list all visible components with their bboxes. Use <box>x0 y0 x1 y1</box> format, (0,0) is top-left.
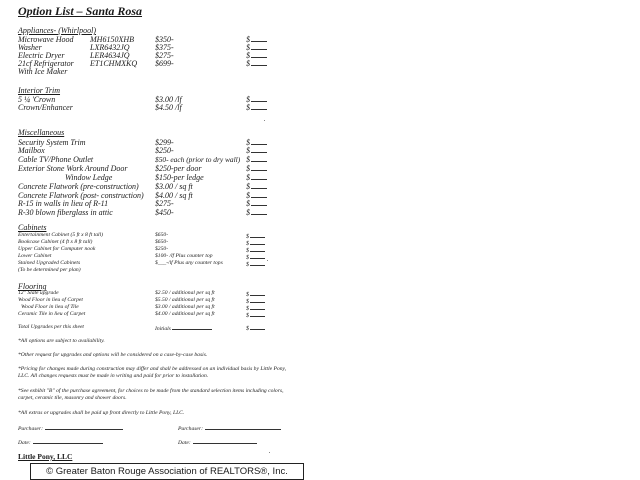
cabinet-price: $650- <box>155 232 169 238</box>
misc-price: $150-per ledge <box>155 173 204 182</box>
price-blank: $ <box>246 138 270 147</box>
price-blank: $ <box>246 59 270 68</box>
price-blank: $ <box>246 208 270 217</box>
flooring-price: $4.00 / additional per sq ft <box>155 311 215 317</box>
appliance-model: ET1CHMXKQ <box>90 59 138 68</box>
cabinet-item: Entertainment Cabinet (5 ft x 8 ft tall) <box>18 232 103 238</box>
flooring-item: 12" Slate upgrade <box>18 290 59 296</box>
misc-price: $250- <box>155 146 174 155</box>
price-blank: $ <box>246 35 270 44</box>
misc-row <box>18 146 278 155</box>
price-blank: $ <box>246 246 270 253</box>
note-availability: *All options are subject to availability. <box>18 338 105 344</box>
misc-item: Concrete Flatwork (post- construction) <box>18 191 144 200</box>
misc-row <box>18 164 278 173</box>
misc-item: Concrete Flatwork (pre-construction) <box>18 182 139 191</box>
misc-price: $299- <box>155 138 174 147</box>
appliance-item: Electric Dryer <box>18 51 65 60</box>
flooring-row <box>18 311 278 318</box>
flooring-item: Wood Floor in lieu of Carpet <box>18 297 83 303</box>
price-blank: $ <box>246 51 270 60</box>
appliance-item: With Ice Maker <box>18 67 68 76</box>
flooring-row <box>18 297 278 304</box>
appliance-row <box>18 67 278 76</box>
cabinet-item: Lower Cabinet <box>18 253 52 259</box>
miscellaneous-heading: Miscellaneous <box>18 128 65 137</box>
misc-item: Cable TV/Phone Outlet <box>18 155 94 164</box>
note-other-requests: *Other request for upgrades and options will be considered on a case-by-case basis. <box>18 352 208 358</box>
appliance-model: MH6150XHB <box>90 35 134 44</box>
scan-speck <box>269 452 270 453</box>
date-line-1: Date: <box>18 438 103 446</box>
date-line-2: Date: <box>178 438 257 446</box>
appliance-item: 21cf Refrigerator <box>18 59 74 68</box>
misc-price: $4.00 / sq ft <box>155 191 193 200</box>
misc-item: R-15 in walls in lieu of R-11 <box>18 199 109 208</box>
scan-speck <box>267 260 268 261</box>
misc-price: $50- each (prior to dry wall) <box>155 155 241 164</box>
appliance-model: LER4634JQ <box>90 51 130 60</box>
price-blank: $ <box>246 173 270 182</box>
misc-price: $275- <box>155 199 174 208</box>
price-blank: $ <box>246 191 270 200</box>
price-blank: $ <box>246 260 270 267</box>
cabinet-row <box>18 232 278 239</box>
scan-speck <box>264 120 265 121</box>
flooring-price: $3.00 / additional per sq ft <box>155 304 215 310</box>
purchaser-signature-line-2: Purchaser: <box>178 424 281 432</box>
price-blank: $ <box>246 182 270 191</box>
cabinet-item: Upper Cabinet for Computer nook <box>18 246 96 252</box>
price-blank: $ <box>246 239 270 246</box>
copyright-notice: © Greater Baton Rouge Association of REALTORS®, Inc. <box>30 463 304 480</box>
misc-price: $250-per door <box>155 164 202 173</box>
price-blank: $ <box>246 103 270 112</box>
price-blank: $ <box>246 146 270 155</box>
misc-item: Security System Trim <box>18 138 86 147</box>
misc-item: R-30 blown fiberglass in attic <box>18 208 113 217</box>
appliance-price: $375- <box>155 43 174 52</box>
cabinet-price: $___-/lf Plus any counter tops <box>155 260 223 266</box>
total-label: Total Upgrades per this sheet <box>18 324 84 330</box>
price-blank: $ <box>246 297 270 304</box>
cabinet-price: $650- <box>155 239 169 245</box>
flooring-item: Ceramic Tile in lieu of Carpet <box>18 311 86 317</box>
trim-row <box>18 103 278 112</box>
note-paid-up-front: *All extras or upgrades shall be paid up front directly to Little Pony, LLC. <box>18 410 185 416</box>
flooring-price: $2.50 / additional per sq ft <box>155 290 215 296</box>
price-blank: $ <box>246 43 270 52</box>
price-blank: $ <box>246 95 270 104</box>
appliance-price: $275- <box>155 51 174 60</box>
price-blank: $ <box>246 253 270 260</box>
cabinets-heading: Cabinets <box>18 223 47 232</box>
appliance-item: Microwave Hood <box>18 35 74 44</box>
price-blank: $ <box>246 311 270 318</box>
price-blank: $ <box>246 199 270 208</box>
appliance-item: Washer <box>18 43 42 52</box>
document-title: Option List – Santa Rosa <box>18 4 143 18</box>
flooring-row <box>18 290 278 297</box>
total-row <box>18 324 278 331</box>
cabinet-row <box>18 239 278 246</box>
misc-row <box>18 155 278 164</box>
misc-row <box>18 199 278 208</box>
price-blank: $ <box>246 155 270 164</box>
misc-price: $450- <box>155 208 174 217</box>
cabinet-item: (To be determined per plan) <box>18 267 81 273</box>
price-blank: $ <box>246 232 270 239</box>
flooring-price: $5.50 / additional per sq ft <box>155 297 215 303</box>
misc-item: Exterior Stone Work Around Door <box>18 164 128 173</box>
flooring-heading: Flooring <box>18 282 47 291</box>
interior-trim-heading: Interior Trim <box>18 86 61 95</box>
price-blank: $ <box>246 290 270 297</box>
appliance-price: $350- <box>155 35 174 44</box>
misc-item: Mailbox <box>18 146 45 155</box>
misc-row <box>18 208 278 217</box>
trim-item: Crown/Enhancer <box>18 103 73 112</box>
cabinet-row <box>18 260 278 267</box>
cabinet-price: $100- /lf Plus counter top <box>155 253 213 259</box>
appliance-model: LXR6432JQ <box>90 43 130 52</box>
note-pricing-changes: *Pricing for changes made during construction may differ and shall be addressed on an individual basis by Little Pony, LLC. All changes requests must be made in writing and paid for prior to installation. <box>18 366 287 379</box>
trim-price: $3.00 /lf <box>155 95 182 104</box>
cabinet-item: Bookcase Cabinet (4 ft x 8 ft tall) <box>18 239 93 245</box>
trim-item: 5 ¼ 'Crown <box>18 95 56 104</box>
cabinet-row <box>18 267 278 274</box>
price-blank: $ <box>246 164 270 173</box>
cabinet-item: Stained Upgraded Cabinets <box>18 260 81 266</box>
cabinet-row <box>18 253 278 260</box>
cabinet-price: $250- <box>155 246 169 252</box>
company-name: Little Pony, LLC <box>18 452 73 461</box>
purchaser-signature-line-1: Purchaser: <box>18 424 123 432</box>
misc-price: $3.00 / sq ft <box>155 182 193 191</box>
appliance-price: $699- <box>155 59 174 68</box>
appliances-heading: Appliances- (Whirlpool) <box>18 26 96 35</box>
price-blank: $ <box>246 304 270 311</box>
flooring-row <box>18 304 278 311</box>
total-blank: $ <box>246 324 270 331</box>
cabinet-row <box>18 246 278 253</box>
note-exhibit-b: *See exhibit "B" of the purchase agreement, for choices to be made from the standard selection items including colors, carpet, ceramic tile, masonry and shower doors. <box>18 388 284 401</box>
misc-row <box>18 182 278 191</box>
initials-label: Initials <box>155 324 212 333</box>
misc-row <box>18 173 278 182</box>
flooring-item: Wood Floor in lieu of Tile <box>21 304 79 310</box>
trim-price: $4.50 /lf <box>155 103 182 112</box>
misc-item: Window Ledge <box>65 173 113 182</box>
